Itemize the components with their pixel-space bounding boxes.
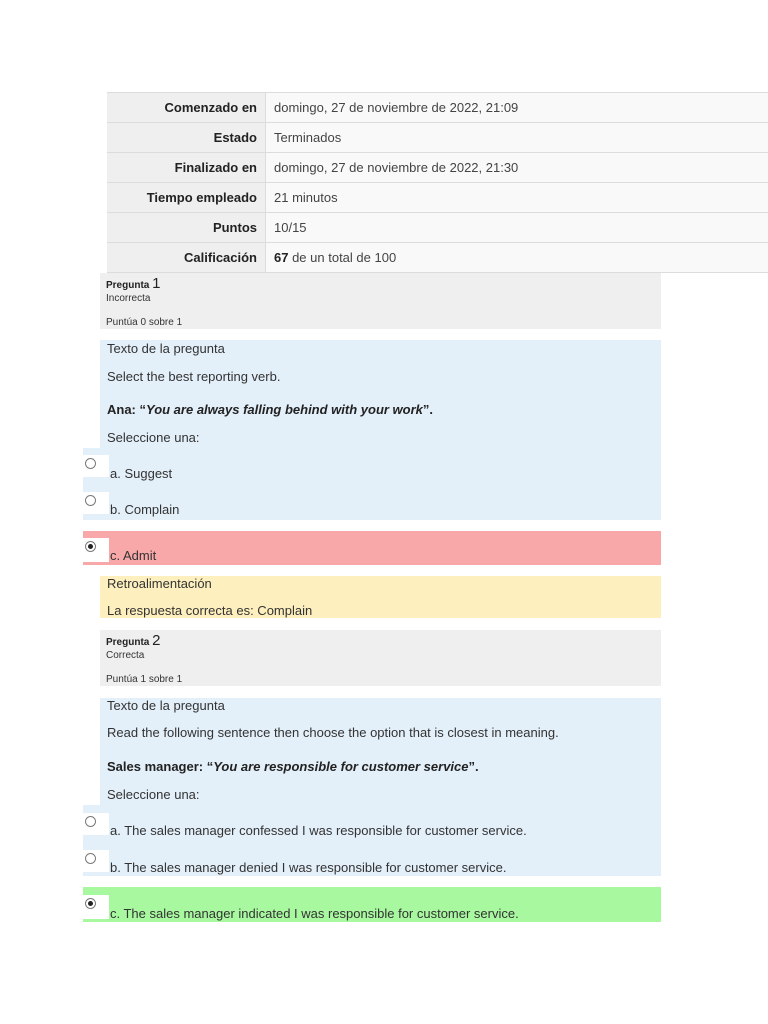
question-text-heading: Texto de la pregunta [107,698,225,713]
radio-checked-icon [85,898,96,909]
question-grade: Puntúa 0 sobre 1 [106,317,183,328]
question-number: Pregunta 1 [106,275,161,292]
question-number: Pregunta 2 [106,632,161,649]
radio-checked-icon [85,541,96,552]
question-2-info [100,630,661,686]
question-quote: Ana: “You are always falling behind with your work”. [107,402,434,417]
question-2-text [100,698,661,805]
summary-value: 21 minutos [266,183,768,213]
option-a-radio[interactable] [83,813,109,835]
option-c-label[interactable]: c. Admit [110,548,157,563]
summary-row [107,243,768,273]
option-c-incorrect-bg [83,531,661,565]
summary-row [107,213,768,243]
attempt-summary-table [107,92,768,273]
summary-label: Calificación [107,243,266,273]
question-1-feedback [100,576,661,618]
radio-icon [85,458,96,469]
option-b-label[interactable]: b. Complain [110,502,180,517]
question-instruction: Select the best reporting verb. [107,369,281,384]
question-quote: Sales manager: “You are responsible for customer service”. [107,759,479,774]
summary-label: Comenzado en [107,93,266,123]
radio-icon [85,816,96,827]
summary-value: domingo, 27 de noviembre de 2022, 21:30 [266,153,768,183]
option-c-radio[interactable] [83,538,109,562]
summary-label: Puntos [107,213,266,243]
option-c-radio[interactable] [83,895,109,919]
radio-icon [85,853,96,864]
summary-value: domingo, 27 de noviembre de 2022, 21:09 [266,93,768,123]
summary-row [107,153,768,183]
option-b-radio[interactable] [83,492,109,514]
summary-row [107,123,768,153]
feedback-text: La respuesta correcta es: Complain [107,603,313,618]
grade-total: de un total de 100 [288,250,397,265]
summary-value: Terminados [266,123,768,153]
question-state: Correcta [106,650,145,661]
option-a-label[interactable]: a. The sales manager confessed I was responsible for customer service. [110,823,527,838]
question-state: Incorrecta [106,293,151,304]
option-c-label[interactable]: c. The sales manager indicated I was responsible for customer service. [110,906,519,921]
question-1-text [100,340,661,448]
radio-icon [85,495,96,506]
option-a-radio[interactable] [83,455,109,477]
summary-row [107,93,768,123]
select-label: Seleccione una: [107,787,200,802]
question-instruction: Read the following sentence then choose the option that is closest in meaning. [107,725,559,740]
option-b-radio[interactable] [83,850,109,872]
summary-value [266,243,768,273]
summary-label: Finalizado en [107,153,266,183]
question-text-heading: Texto de la pregunta [107,341,225,356]
select-label: Seleccione una: [107,430,200,445]
summary-label: Estado [107,123,266,153]
summary-label: Tiempo empleado [107,183,266,213]
option-b-label[interactable]: b. The sales manager denied I was responsible for customer service. [110,860,507,875]
feedback-heading: Retroalimentación [107,576,212,591]
option-a-label[interactable]: a. Suggest [110,466,173,481]
summary-row [107,183,768,213]
question-1-info [100,273,661,329]
summary-value: 10/15 [266,213,768,243]
question-grade: Puntúa 1 sobre 1 [106,674,183,685]
grade-score: 67 [274,250,289,265]
